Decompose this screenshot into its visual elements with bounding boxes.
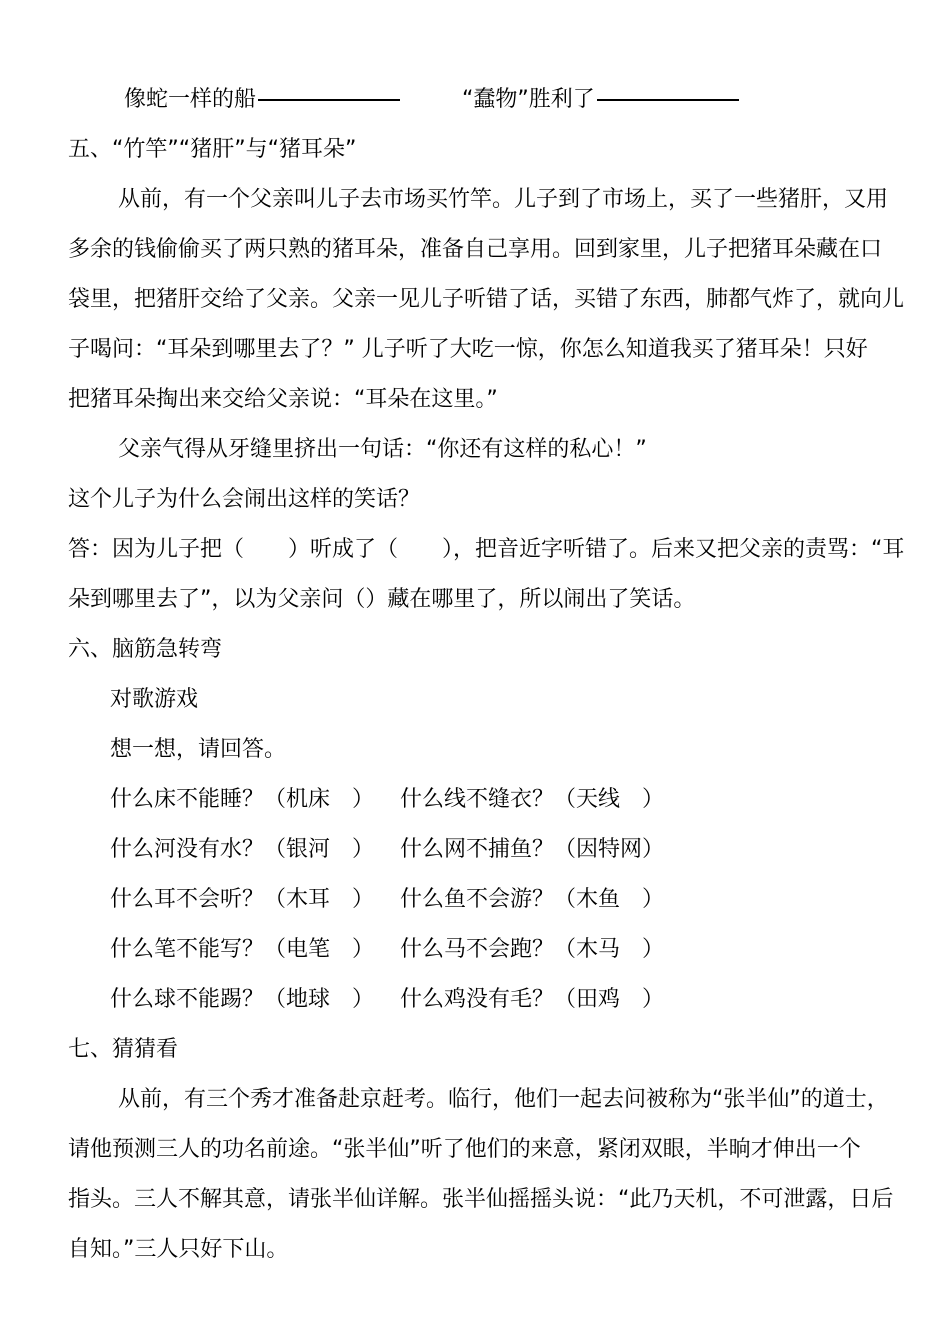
section5-story-line: 袋里，把猪肝交给了父亲。父亲一见儿子听错了话，买错了东西，肺都气炸了，就向儿 [68,287,905,312]
riddle-right: 什么马不会跑？（木马 ） [400,937,665,962]
section5-story-line: 多余的钱偷偷买了两只熟的猪耳朵，准备自己享用。回到家里，儿子把猪耳朵藏在口 [68,237,883,262]
top-left-item [124,86,400,114]
top-right-text: “蠢物”胜利了 [462,87,595,112]
section5-story-line: 子喝问：“耳朵到哪里去了？” 儿子听了大吃一惊，你怎么知道我买了猪耳朵！只好 [68,337,868,362]
section6-instruction: 想一想，请回答。 [110,737,287,762]
section5-answer-line: 朵到哪里去了”，以为父亲问（）藏在哪里了，所以闹出了笑话。 [68,587,696,612]
section7-heading: 七、猜猜看 [68,1037,179,1062]
riddle-left: 什么笔不能写？（电笔 ） [110,937,375,962]
blank-line [597,99,739,101]
section7-story-line: 自知。”三人只好下山。 [68,1237,289,1262]
top-right-item [462,86,739,114]
section6-heading: 六、脑筋急转弯 [68,637,223,662]
section5-story-line: 从前，有一个父亲叫儿子去市场买竹竿。儿子到了市场上，买了一些猪肝，又用 [118,187,889,212]
section7-story-line: 指头。三人不解其意，请张半仙详解。张半仙摇摇头说：“此乃天机，不可泄露，日后 [68,1187,894,1212]
riddle-left: 什么河没有水？（银河 ） [110,837,375,862]
riddle-left: 什么床不能睡？（机床 ） [110,787,375,812]
riddle-right: 什么线不缝衣？（天线 ） [400,787,665,812]
section5-father-line: 父亲气得从牙缝里挤出一句话：“你还有这样的私心！” [118,437,647,462]
riddle-left: 什么耳不会听？（木耳 ） [110,887,375,912]
section5-answer-line: 答：因为儿子把（ ）听成了（ ），把音近字听错了。后来又把父亲的责骂：“耳 [68,537,905,562]
riddle-left: 什么球不能踢？（地球 ） [110,987,375,1012]
section5-story-line: 把猪耳朵掏出来交给父亲说：“耳朵在这里。” [68,387,498,412]
section7-story-line: 请他预测三人的功名前途。“张半仙”听了他们的来意，紧闭双眼，半晌才伸出一个 [68,1137,861,1162]
top-left-text: 像蛇一样的船 [124,87,257,112]
riddle-right: 什么鱼不会游？（木鱼 ） [400,887,665,912]
riddle-right: 什么网不捕鱼？（因特网） [400,837,665,862]
section6-subtitle: 对歌游戏 [110,687,199,712]
section5-heading: 五、“竹竿”“猪肝”与“猪耳朵” [68,137,357,162]
section5-question: 这个儿子为什么会闹出这样的笑话？ [68,487,421,512]
riddle-right: 什么鸡没有毛？（田鸡 ） [400,987,665,1012]
section7-story-line: 从前，有三个秀才准备赴京赶考。临行，他们一起去问被称为“张半仙”的道士， [118,1087,889,1112]
blank-line [258,99,400,101]
